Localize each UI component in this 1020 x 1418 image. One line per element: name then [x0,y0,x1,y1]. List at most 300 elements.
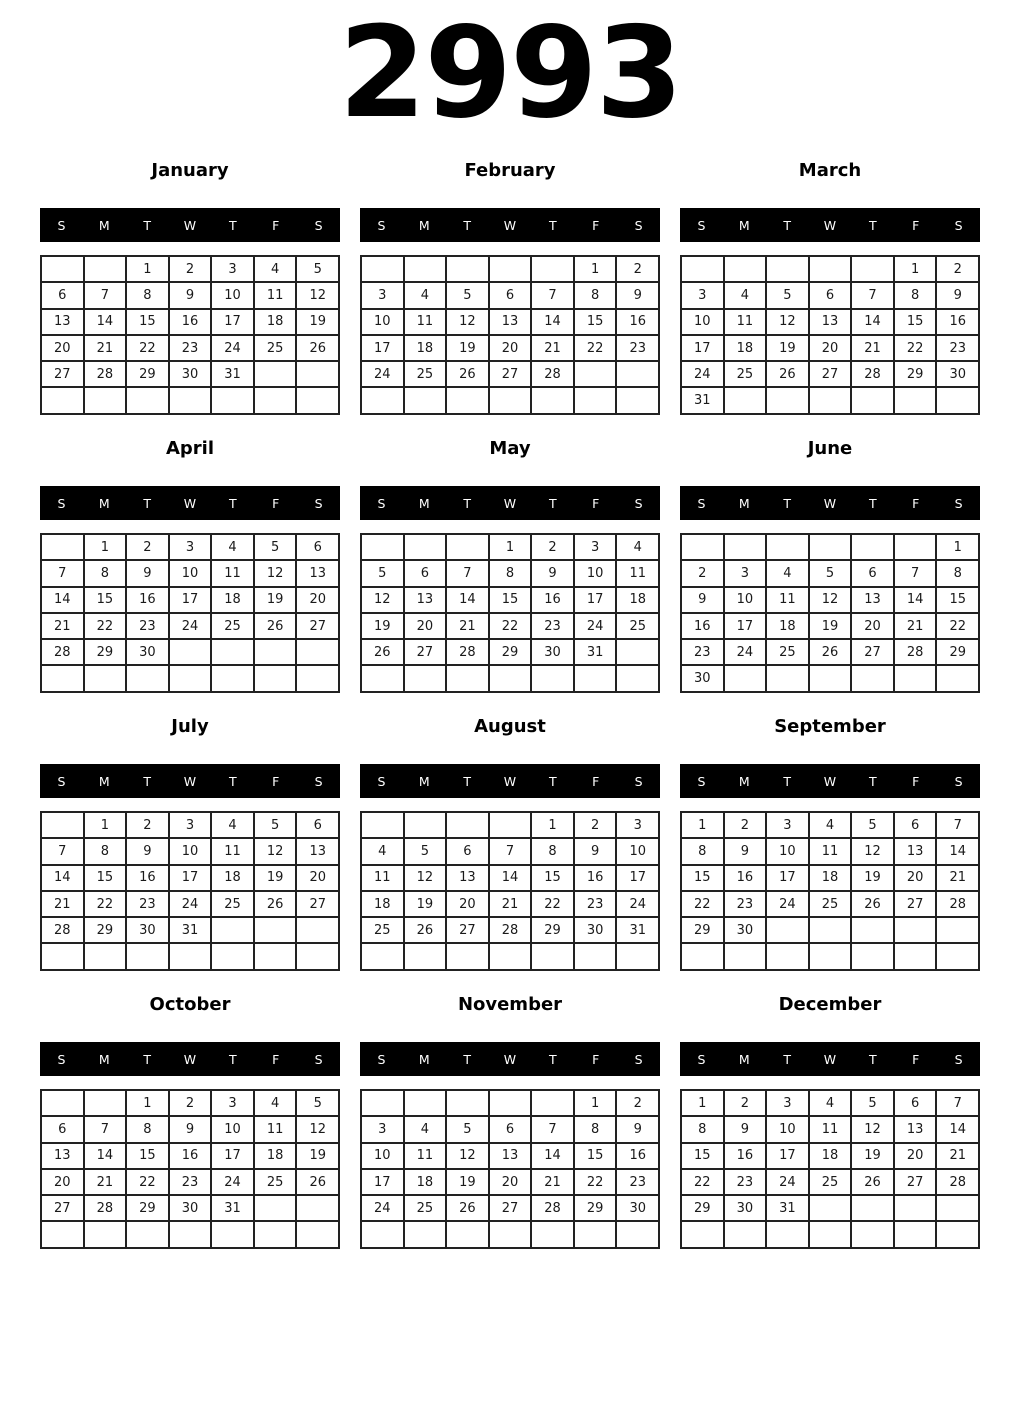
day-cell [169,1221,212,1247]
day-cell: 27 [851,639,894,665]
day-cell: 8 [126,1116,169,1142]
day-cell: 5 [809,560,852,586]
day-cell: 17 [681,335,724,361]
day-cell: 11 [254,282,297,308]
day-of-week-label: T [463,495,471,511]
day-cell: 27 [894,891,937,917]
day-cell [84,256,127,282]
day-cell: 4 [404,282,447,308]
day-cell: 25 [361,917,404,943]
month-title: November [457,994,563,1015]
month-block-august [360,696,660,974]
day-cell: 17 [169,865,212,891]
day-cell: 24 [616,891,659,917]
day-cell [211,639,254,665]
day-cell: 30 [531,639,574,665]
month-title: December [778,994,882,1015]
day-cell: 14 [84,1143,127,1169]
day-cell [894,1221,937,1247]
day-cell [41,534,84,560]
day-of-week-label: S [954,773,963,789]
day-of-week-label: T [549,217,557,233]
day-cell [489,387,532,413]
day-cell: 10 [766,1116,809,1142]
day-cell: 4 [211,812,254,838]
day-cell: 23 [126,891,169,917]
day-cell: 10 [574,560,617,586]
day-cell [851,665,894,691]
day-cell: 27 [809,361,852,387]
day-cell [361,1221,404,1247]
day-of-week-header [360,1042,660,1076]
day-cell: 29 [84,917,127,943]
day-cell [254,943,297,969]
day-cell: 30 [169,1195,212,1221]
day-cell: 11 [404,1143,447,1169]
day-cell [84,387,127,413]
day-cell: 20 [404,613,447,639]
day-cell [616,639,659,665]
day-cell: 24 [169,891,212,917]
day-cell: 26 [446,1195,489,1221]
day-cell: 9 [574,838,617,864]
day-cell [851,1195,894,1221]
day-cell [446,812,489,838]
month-block-may [360,418,660,696]
day-of-week-label: F [592,773,600,789]
day-cell: 19 [361,613,404,639]
day-cell: 26 [404,917,447,943]
day-of-week-label: S [697,1051,706,1067]
day-cell: 2 [531,534,574,560]
day-cell [936,1195,979,1221]
day-cell: 1 [681,812,724,838]
day-cell: 21 [446,613,489,639]
day-cell: 12 [296,282,339,308]
day-cell [254,1221,297,1247]
day-cell: 24 [766,1169,809,1195]
day-cell [531,1221,574,1247]
day-of-week-label: T [143,217,151,233]
day-cell: 31 [211,361,254,387]
day-cell: 3 [616,812,659,838]
day-cell: 11 [254,1116,297,1142]
day-cell [894,917,937,943]
day-cell [211,387,254,413]
day-cell: 4 [404,1116,447,1142]
day-cell: 7 [84,1116,127,1142]
day-of-week-label: F [272,495,280,511]
day-cell: 21 [936,1143,979,1169]
day-cell: 8 [574,282,617,308]
day-cell: 1 [84,534,127,560]
month-title: August [474,716,546,737]
day-cell: 23 [531,613,574,639]
day-cell [616,665,659,691]
day-cell: 23 [724,1169,767,1195]
day-cell: 2 [126,812,169,838]
day-of-week-label: T [783,217,791,233]
day-cell: 22 [126,1169,169,1195]
day-cell: 26 [296,1169,339,1195]
day-of-week-header [680,764,980,798]
day-of-week-label: T [869,217,877,233]
day-cell: 16 [126,587,169,613]
day-cell [404,1090,447,1116]
day-cell: 7 [531,282,574,308]
day-cell: 28 [84,1195,127,1221]
day-of-week-label: S [57,217,66,233]
day-cell: 6 [41,1116,84,1142]
day-of-week-label: T [463,773,471,789]
day-cell: 13 [851,587,894,613]
day-cell: 13 [489,309,532,335]
day-cell: 10 [361,309,404,335]
day-cell: 28 [894,639,937,665]
day-of-week-header [680,486,980,520]
day-cell: 25 [254,335,297,361]
day-cell [211,1221,254,1247]
month-day-grid [360,1089,660,1249]
day-cell: 26 [851,891,894,917]
day-cell [851,534,894,560]
day-cell: 6 [489,282,532,308]
day-cell: 2 [574,812,617,838]
day-of-week-label: S [377,1051,386,1067]
day-of-week-label: S [377,773,386,789]
day-of-week-label: S [57,495,66,511]
day-cell [724,256,767,282]
day-cell [361,943,404,969]
day-cell: 14 [41,587,84,613]
day-cell [254,639,297,665]
day-cell [574,387,617,413]
day-cell: 16 [936,309,979,335]
day-cell: 20 [446,891,489,917]
day-cell: 9 [616,1116,659,1142]
day-cell: 29 [126,361,169,387]
day-of-week-label: M [98,495,110,511]
day-of-week-label: S [377,495,386,511]
day-cell: 18 [211,587,254,613]
day-cell: 2 [616,1090,659,1116]
day-cell: 29 [574,1195,617,1221]
day-of-week-label: T [143,1051,151,1067]
day-cell: 10 [169,560,212,586]
day-cell: 30 [126,639,169,665]
day-cell: 19 [851,865,894,891]
day-of-week-label: W [823,217,837,233]
day-cell: 14 [446,587,489,613]
day-cell [296,361,339,387]
day-cell: 2 [936,256,979,282]
day-cell: 10 [724,587,767,613]
day-cell: 13 [41,309,84,335]
day-cell: 20 [489,335,532,361]
day-cell [361,387,404,413]
day-cell: 11 [404,309,447,335]
month-block-march [680,140,980,418]
day-cell: 17 [766,865,809,891]
day-of-week-label: S [377,217,386,233]
day-cell: 15 [681,865,724,891]
day-cell: 29 [489,639,532,665]
day-cell: 9 [126,560,169,586]
day-cell: 12 [254,560,297,586]
day-of-week-label: T [783,1051,791,1067]
day-cell: 26 [254,891,297,917]
day-cell: 2 [169,1090,212,1116]
day-cell [616,943,659,969]
day-cell: 6 [296,812,339,838]
day-of-week-label: S [697,217,706,233]
day-cell [41,812,84,838]
month-block-june [680,418,980,696]
day-cell: 20 [489,1169,532,1195]
day-cell: 24 [169,613,212,639]
day-cell: 9 [169,1116,212,1142]
day-cell: 1 [489,534,532,560]
day-of-week-label: F [912,495,920,511]
month-day-grid [360,811,660,971]
month-title: September [774,716,886,737]
day-cell: 8 [574,1116,617,1142]
day-cell [766,256,809,282]
day-cell: 9 [531,560,574,586]
day-cell [296,1221,339,1247]
day-cell [724,534,767,560]
day-cell: 20 [851,613,894,639]
day-of-week-label: M [98,1051,110,1067]
day-cell: 22 [84,891,127,917]
day-cell [681,534,724,560]
day-cell: 30 [574,917,617,943]
day-cell [404,387,447,413]
day-cell: 26 [361,639,404,665]
day-of-week-label: W [183,1051,197,1067]
day-cell: 21 [851,335,894,361]
day-cell [574,943,617,969]
day-cell: 2 [724,812,767,838]
day-cell: 4 [724,282,767,308]
day-cell [616,1221,659,1247]
day-cell: 14 [851,309,894,335]
day-cell: 18 [211,865,254,891]
day-cell: 24 [361,361,404,387]
day-cell [446,534,489,560]
day-cell: 25 [724,361,767,387]
month-block-july [40,696,340,974]
day-cell: 15 [681,1143,724,1169]
day-cell [574,665,617,691]
day-cell [936,387,979,413]
day-cell: 22 [574,1169,617,1195]
day-cell [254,917,297,943]
day-cell: 18 [254,309,297,335]
day-cell [766,534,809,560]
day-cell: 8 [84,560,127,586]
day-cell: 3 [766,1090,809,1116]
day-cell [894,943,937,969]
day-cell: 11 [211,838,254,864]
month-day-grid [680,255,980,415]
day-cell [616,361,659,387]
day-cell: 23 [616,335,659,361]
month-block-december [680,974,980,1252]
day-cell: 6 [446,838,489,864]
day-cell [936,1221,979,1247]
day-of-week-label: F [912,1051,920,1067]
day-cell: 8 [894,282,937,308]
day-cell [574,1221,617,1247]
day-cell: 29 [126,1195,169,1221]
day-cell [809,943,852,969]
day-cell: 12 [296,1116,339,1142]
day-cell: 16 [126,865,169,891]
day-of-week-label: S [697,773,706,789]
day-cell: 31 [211,1195,254,1221]
day-cell: 10 [361,1143,404,1169]
day-cell [41,256,84,282]
day-cell: 14 [84,309,127,335]
day-cell: 5 [851,1090,894,1116]
day-cell: 15 [936,587,979,613]
day-of-week-label: M [738,495,750,511]
day-cell: 26 [851,1169,894,1195]
day-cell: 8 [531,838,574,864]
day-cell: 29 [681,1195,724,1221]
day-of-week-label: T [143,773,151,789]
day-of-week-label: T [549,773,557,789]
day-cell [531,256,574,282]
day-of-week-label: S [954,217,963,233]
day-cell [766,665,809,691]
day-cell: 5 [446,282,489,308]
day-cell: 21 [894,613,937,639]
day-cell: 21 [41,613,84,639]
day-cell [489,1221,532,1247]
day-cell [894,534,937,560]
day-cell: 4 [254,256,297,282]
day-cell: 11 [211,560,254,586]
day-cell: 9 [169,282,212,308]
day-of-week-header [40,764,340,798]
day-cell [446,943,489,969]
day-cell [936,665,979,691]
day-of-week-label: S [634,773,643,789]
day-cell: 21 [936,865,979,891]
day-of-week-label: F [272,217,280,233]
day-cell: 28 [41,917,84,943]
month-block-april [40,418,340,696]
day-cell [809,665,852,691]
day-cell [724,665,767,691]
day-of-week-label: F [912,217,920,233]
day-cell [936,917,979,943]
day-cell: 23 [936,335,979,361]
day-cell [809,256,852,282]
day-of-week-header [40,486,340,520]
day-cell: 20 [894,865,937,891]
day-cell: 23 [169,335,212,361]
day-cell: 18 [809,865,852,891]
day-cell [169,665,212,691]
day-of-week-header [360,764,660,798]
day-cell: 25 [616,613,659,639]
day-cell [41,1221,84,1247]
day-cell: 12 [254,838,297,864]
month-block-november [360,974,660,1252]
day-of-week-label: M [418,773,430,789]
day-of-week-header [360,208,660,242]
day-cell: 26 [766,361,809,387]
month-block-october [40,974,340,1252]
day-cell: 7 [489,838,532,864]
day-cell: 7 [531,1116,574,1142]
day-cell: 15 [574,309,617,335]
day-cell: 5 [254,812,297,838]
day-cell: 6 [851,560,894,586]
day-cell [404,943,447,969]
day-cell: 4 [809,812,852,838]
day-cell [41,665,84,691]
day-cell [296,917,339,943]
day-of-week-header [360,486,660,520]
month-day-grid [680,533,980,693]
day-cell: 13 [296,838,339,864]
day-cell [851,943,894,969]
day-cell: 11 [809,838,852,864]
day-of-week-label: S [314,217,323,233]
day-cell: 18 [254,1143,297,1169]
month-title: May [489,438,531,459]
day-cell: 11 [361,865,404,891]
day-cell: 29 [681,917,724,943]
day-of-week-label: M [98,217,110,233]
day-cell [724,943,767,969]
day-cell: 13 [446,865,489,891]
day-cell: 19 [404,891,447,917]
month-title: October [149,994,231,1015]
day-cell: 9 [126,838,169,864]
day-cell [254,361,297,387]
day-cell: 25 [766,639,809,665]
day-cell: 15 [126,309,169,335]
day-cell: 5 [766,282,809,308]
day-cell: 28 [936,891,979,917]
day-cell: 7 [936,1090,979,1116]
day-cell: 26 [446,361,489,387]
day-cell: 31 [169,917,212,943]
day-cell: 24 [574,613,617,639]
day-cell: 28 [489,917,532,943]
day-cell: 19 [766,335,809,361]
day-cell: 10 [211,282,254,308]
day-cell: 19 [296,309,339,335]
day-cell: 16 [681,613,724,639]
day-of-week-label: T [869,1051,877,1067]
day-cell [361,812,404,838]
day-cell: 25 [809,1169,852,1195]
day-cell: 28 [41,639,84,665]
day-cell: 3 [766,812,809,838]
day-cell: 2 [126,534,169,560]
day-cell: 29 [84,639,127,665]
day-cell: 2 [616,256,659,282]
day-cell: 28 [936,1169,979,1195]
day-cell [681,943,724,969]
day-cell: 22 [489,613,532,639]
